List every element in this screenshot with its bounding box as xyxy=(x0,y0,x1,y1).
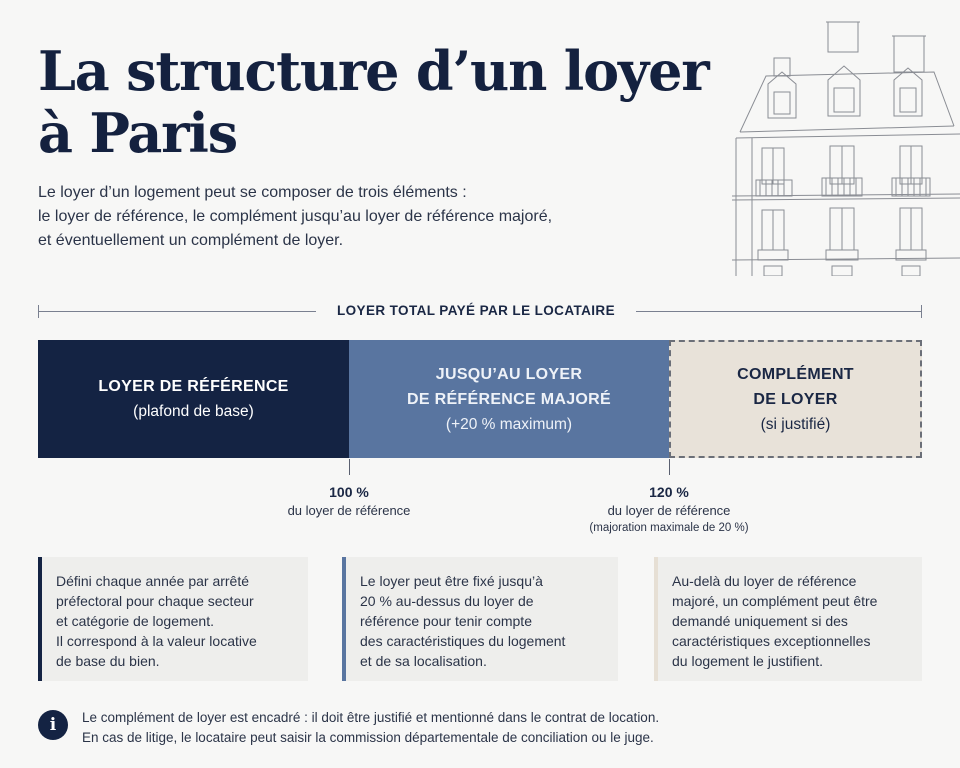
segment-title-line-1: COMPLÉMENT xyxy=(737,365,854,383)
title-line-1: La structure d’un loyer xyxy=(38,39,709,103)
segment-rent-supplement xyxy=(669,340,922,458)
intro-line-1: Le loyer d’un logement peut se composer de trois éléments : xyxy=(38,184,467,201)
card-line: des caractéristiques du logement xyxy=(360,633,566,649)
tick-120 xyxy=(669,459,670,475)
marker-120 xyxy=(549,482,789,536)
intro-line-2: le loyer de référence, le complément jusqu’au loyer de référence majoré, xyxy=(38,208,553,225)
footer-line-1: Le complément de loyer est encadré : il doit être justifié et mentionné dans le contrat de location. xyxy=(82,710,660,725)
marker-note: (majoration maximale de 20 %) xyxy=(589,522,749,534)
card-increased-rent xyxy=(342,557,618,681)
intro-line-3: et éventuellement un complément de loyer. xyxy=(38,232,344,249)
card-line: Défini chaque année par arrêté xyxy=(56,573,250,589)
info-icon: i xyxy=(38,710,68,740)
title-line-2: à Paris xyxy=(38,101,237,165)
parisian-building-sketch-icon xyxy=(722,14,960,276)
card-rent-supplement xyxy=(654,557,922,681)
total-rent-bracket xyxy=(38,300,922,324)
card-line: et de sa localisation. xyxy=(360,653,487,669)
total-rent-label: LOYER TOTAL PAYÉ PAR LE LOCATAIRE xyxy=(337,303,615,318)
segment-subtitle: (si justifié) xyxy=(760,415,831,433)
card-line: 20 % au-dessus du loyer de xyxy=(360,593,534,609)
card-line: Le loyer peut être fixé jusqu’à xyxy=(360,573,543,589)
marker-percent: 120 % xyxy=(649,484,689,500)
segment-subtitle: (+20 % maximum) xyxy=(445,415,573,433)
intro-text xyxy=(38,181,678,253)
marker-percent: 100 % xyxy=(329,484,369,500)
card-line: demandé uniquement si des xyxy=(672,613,848,629)
marker-text: du loyer de référence xyxy=(607,503,731,518)
card-accent-bar xyxy=(654,557,658,681)
footer-line-2: En cas de litige, le locataire peut saisir la commission départementale de conciliation ou le juge. xyxy=(82,730,654,745)
card-line: référence pour tenir compte xyxy=(360,613,532,629)
segment-reference-rent xyxy=(38,340,349,458)
segment-title: LOYER DE RÉFÉRENCE xyxy=(98,378,289,395)
bracket-line-left xyxy=(38,311,316,312)
card-accent-bar xyxy=(38,557,42,681)
card-accent-bar xyxy=(342,557,346,681)
bracket-line-right xyxy=(636,311,922,312)
card-reference-rent xyxy=(38,557,308,681)
card-line: caractéristiques exceptionnelles xyxy=(672,633,871,649)
bracket-cap-right xyxy=(921,305,922,318)
card-line: de base du bien. xyxy=(56,653,160,669)
card-line: et catégorie de logement. xyxy=(56,613,214,629)
card-line: Au-delà du loyer de référence xyxy=(672,573,857,589)
card-line: préfectoral pour chaque secteur xyxy=(56,593,254,609)
marker-100 xyxy=(249,482,449,520)
marker-text: du loyer de référence xyxy=(287,503,411,518)
card-line: Il correspond à la valeur locative xyxy=(56,633,257,649)
segment-subtitle: (plafond de base) xyxy=(133,403,254,420)
card-line: du logement le justifient. xyxy=(672,653,823,669)
segment-title-line-2: DE RÉFÉRENCE MAJORÉ xyxy=(407,390,611,408)
page-title xyxy=(38,40,718,164)
tick-100 xyxy=(349,459,350,475)
segment-title-line-1: JUSQU’AU LOYER xyxy=(435,365,583,383)
footer-note xyxy=(82,708,902,748)
segment-increased-reference-rent xyxy=(349,340,669,458)
card-line: majoré, un complément peut être xyxy=(672,593,878,609)
segment-title-line-2: DE LOYER xyxy=(753,390,838,408)
